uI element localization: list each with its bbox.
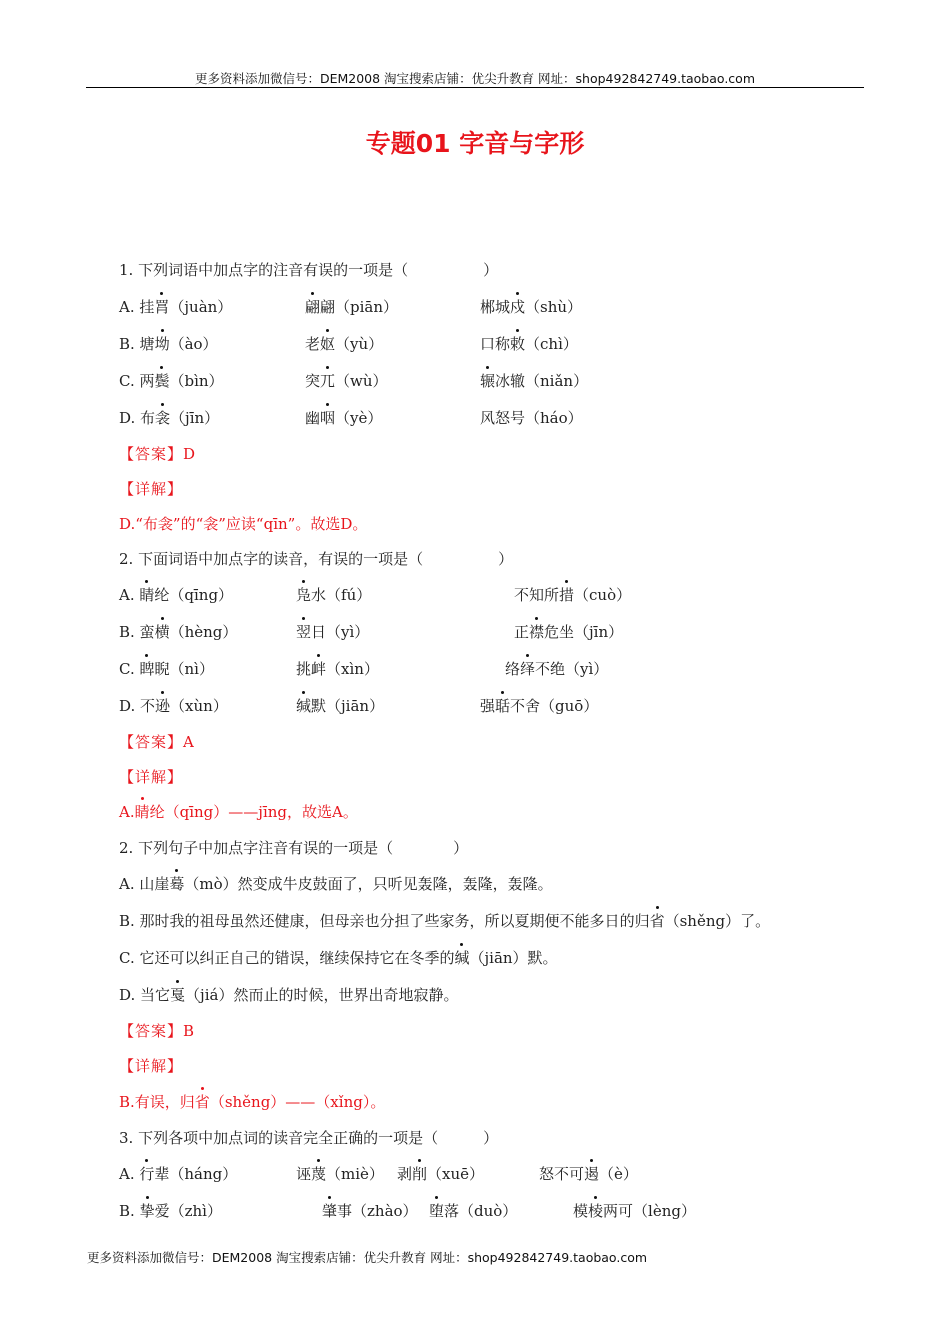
q2-b-item1: B. 蛮横（hèng） [119, 623, 238, 641]
q2-a-item3: 不知所措（cuò） [514, 586, 632, 604]
question-1-answer: 【答案】D [119, 445, 197, 463]
q2-d-item3: 强聒不舍（guō） [480, 697, 599, 715]
q2-c-item1: C. 睥睨（nì） [119, 660, 214, 678]
q2-d-item1: D. 不逊（xùn） [119, 697, 228, 715]
question-2-detail: A.睛纶（qīng）——jīng，故选A。 [119, 803, 358, 821]
question-3-option-c: C. 它还可以纠正自己的错误，继续保持它在冬季的缄（jiān）默。 [119, 949, 558, 967]
q2-a-item2: 凫水（fú） [296, 586, 372, 604]
q4-a-item3: 剥削（xuē） [397, 1165, 485, 1183]
page-header: 更多资料添加微信号：DEM2008 淘宝搜索店铺：优尖升教育 网址：shop492842749.taobao.com [194, 71, 756, 86]
question-1-detail: D.“布衾”的“衾”应读“qīn”。故选D。 [119, 515, 368, 533]
question-2-stem: 2. 下面词语中加点字的读音，有误的一项是（ ） [119, 550, 514, 568]
q1-a-item2: 翩翩（piān） [305, 298, 399, 316]
q4-b-item3: 堕落（duò） [429, 1202, 518, 1220]
q4-b-item1: B. 挚爱（zhì） [119, 1202, 222, 1220]
page-title: 专题01 字音与字形 [365, 129, 585, 158]
question-3-option-a: A. 山崖蓦（mò）然变成牛皮鼓面了，只听见轰隆，轰隆，轰隆。 [119, 875, 553, 893]
q4-a-item4: 怒不可遏（è） [539, 1165, 638, 1183]
question-3-stem: 2. 下列句子中加点字注音有误的一项是（ ） [119, 839, 469, 857]
q1-a-item3: 郴城戍（shù） [480, 298, 583, 316]
question-2-detail-label: 【详解】 [119, 768, 184, 786]
question-3-answer: 【答案】B [119, 1022, 196, 1040]
q4-a-item1: A. 行辈（háng） [119, 1165, 238, 1183]
question-3-option-b: B. 那时我的祖母虽然还健康，但母亲也分担了些家务，所以夏期便不能多日的归省（shěng）了。 [119, 912, 771, 930]
q1-c-item1: C. 两鬓（bìn） [119, 372, 224, 390]
q2-b-item3: 正襟危坐（jīn） [514, 623, 624, 641]
question-3-detail-label: 【详解】 [119, 1057, 184, 1075]
q2-c-item2: 挑衅（xìn） [296, 660, 379, 678]
q2-c-item3: 络绎不绝（yì） [505, 660, 609, 678]
q1-b-item2: 老妪（yù） [305, 335, 384, 353]
question-2-answer: 【答案】A [119, 733, 195, 751]
q4-a-item2: 诬蔑（miè） [296, 1165, 384, 1183]
q1-b-item1: B. 塘坳（ào） [119, 335, 218, 353]
header-divider [86, 87, 864, 88]
q4-b-item2: 肇事（zhào） [322, 1202, 418, 1220]
q1-a-item1: A. 挂罥（juàn） [119, 298, 233, 316]
question-3-detail: B.有误，归省（shěng）——（xǐng）。 [119, 1093, 386, 1111]
q2-b-item2: 翌日（yì） [296, 623, 370, 641]
q1-c-item3: 辗冰辙（niǎn） [480, 372, 589, 390]
question-1-stem: 1. 下列词语中加点字的注音有误的一项是（ ） [119, 261, 499, 279]
q1-c-item2: 突兀（wù） [305, 372, 388, 390]
question-1-detail-label: 【详解】 [119, 480, 184, 498]
q1-b-item3: 口称敕（chì） [480, 335, 578, 353]
question-3-option-d: D. 当它戛（jiá）然而止的时候，世界出奇地寂静。 [119, 986, 459, 1004]
q1-d-item3: 风怒号（háo） [480, 409, 583, 427]
page-footer: 更多资料添加微信号：DEM2008 淘宝搜索店铺：优尖升教育 网址：shop492842749.taobao.com [87, 1250, 648, 1265]
q1-d-item1: D. 布衾（jīn） [119, 409, 220, 427]
question-4-stem: 3. 下列各项中加点词的读音完全正确的一项是（ ） [119, 1129, 499, 1147]
q2-d-item2: 缄默（jiān） [296, 697, 385, 715]
q1-d-item2: 幽咽（yè） [305, 409, 383, 427]
q4-b-item4: 模棱两可（lèng） [573, 1202, 696, 1220]
q2-a-item1: A. 睛纶（qīng） [119, 586, 234, 604]
